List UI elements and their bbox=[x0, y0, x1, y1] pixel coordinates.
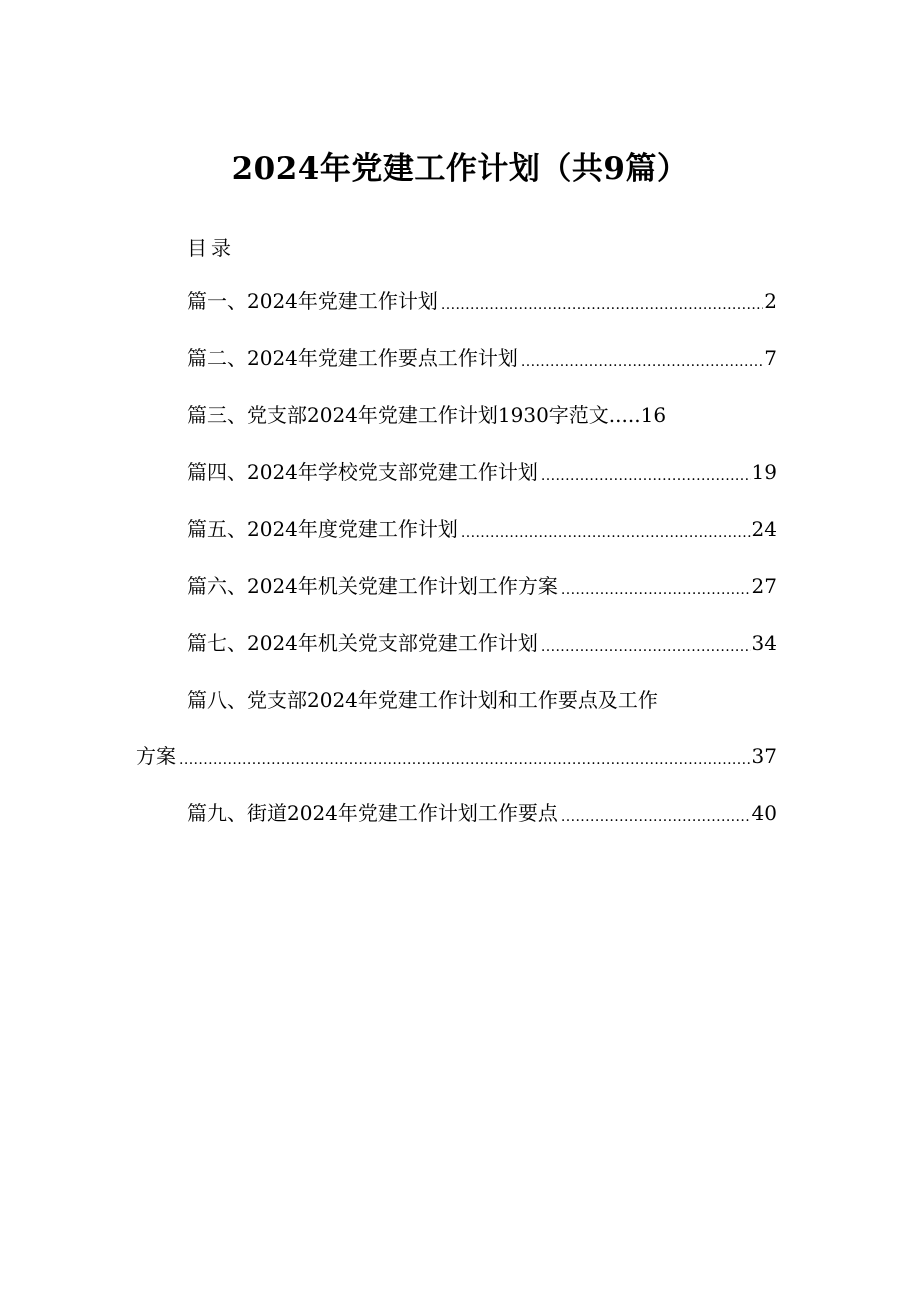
toc-entry-title: 篇一、2024年党建工作计划 bbox=[187, 289, 438, 313]
toc-entry-2[interactable] bbox=[187, 343, 777, 373]
toc-entry-page: 19 bbox=[751, 460, 777, 484]
toc-entry-title-continued: 方案 bbox=[136, 744, 176, 768]
toc-entry-page: 24 bbox=[751, 517, 777, 541]
document-title: 2024年党建工作计划（共9篇） bbox=[231, 151, 689, 187]
toc-entry-3[interactable] bbox=[187, 400, 666, 430]
toc-entry-page: 7 bbox=[764, 346, 777, 370]
toc-entry-title: 篇三、党支部2024年党建工作计划1930字范文 bbox=[187, 403, 609, 427]
toc-entry-title: 篇六、2024年机关党建工作计划工作方案 bbox=[187, 574, 558, 598]
toc-heading: 目录 bbox=[187, 236, 235, 260]
toc-entry-7[interactable] bbox=[187, 628, 777, 658]
dot-leader bbox=[541, 457, 751, 487]
toc-entry-4[interactable] bbox=[187, 457, 777, 487]
toc-entry-title: 篇八、党支部2024年党建工作计划和工作要点及工作 bbox=[187, 688, 658, 712]
toc-entry-title: 篇五、2024年度党建工作计划 bbox=[187, 517, 458, 541]
toc-entry-title: 篇九、街道2024年党建工作计划工作要点 bbox=[187, 801, 558, 825]
toc-entry-page: 16 bbox=[640, 403, 667, 427]
dot-leader bbox=[461, 514, 751, 544]
dot-leader bbox=[561, 798, 751, 828]
toc-entry-8-line2[interactable] bbox=[136, 741, 777, 771]
toc-entry-title: 篇四、2024年学校党支部党建工作计划 bbox=[187, 460, 538, 484]
toc-entry-page: 2 bbox=[764, 289, 777, 313]
dot-leader bbox=[441, 286, 763, 316]
toc-entry-5[interactable] bbox=[187, 514, 777, 544]
toc-entry-page: 40 bbox=[751, 801, 777, 825]
dot-leader bbox=[179, 741, 751, 771]
toc-entry-1[interactable] bbox=[187, 286, 777, 316]
toc-entry-title: 篇二、2024年党建工作要点工作计划 bbox=[187, 346, 518, 370]
toc-entry-page: 37 bbox=[751, 744, 777, 768]
dot-leader: ..... bbox=[608, 403, 641, 427]
toc-entry-6[interactable] bbox=[187, 571, 777, 601]
dot-leader bbox=[561, 571, 751, 601]
toc-entry-title: 篇七、2024年机关党支部党建工作计划 bbox=[187, 631, 538, 655]
toc-entry-page: 27 bbox=[751, 574, 777, 598]
toc-entry-8-line1[interactable] bbox=[187, 685, 658, 715]
dot-leader bbox=[521, 343, 763, 373]
dot-leader bbox=[541, 628, 751, 658]
toc-entry-9[interactable] bbox=[187, 798, 777, 828]
toc-entry-page: 34 bbox=[751, 631, 777, 655]
